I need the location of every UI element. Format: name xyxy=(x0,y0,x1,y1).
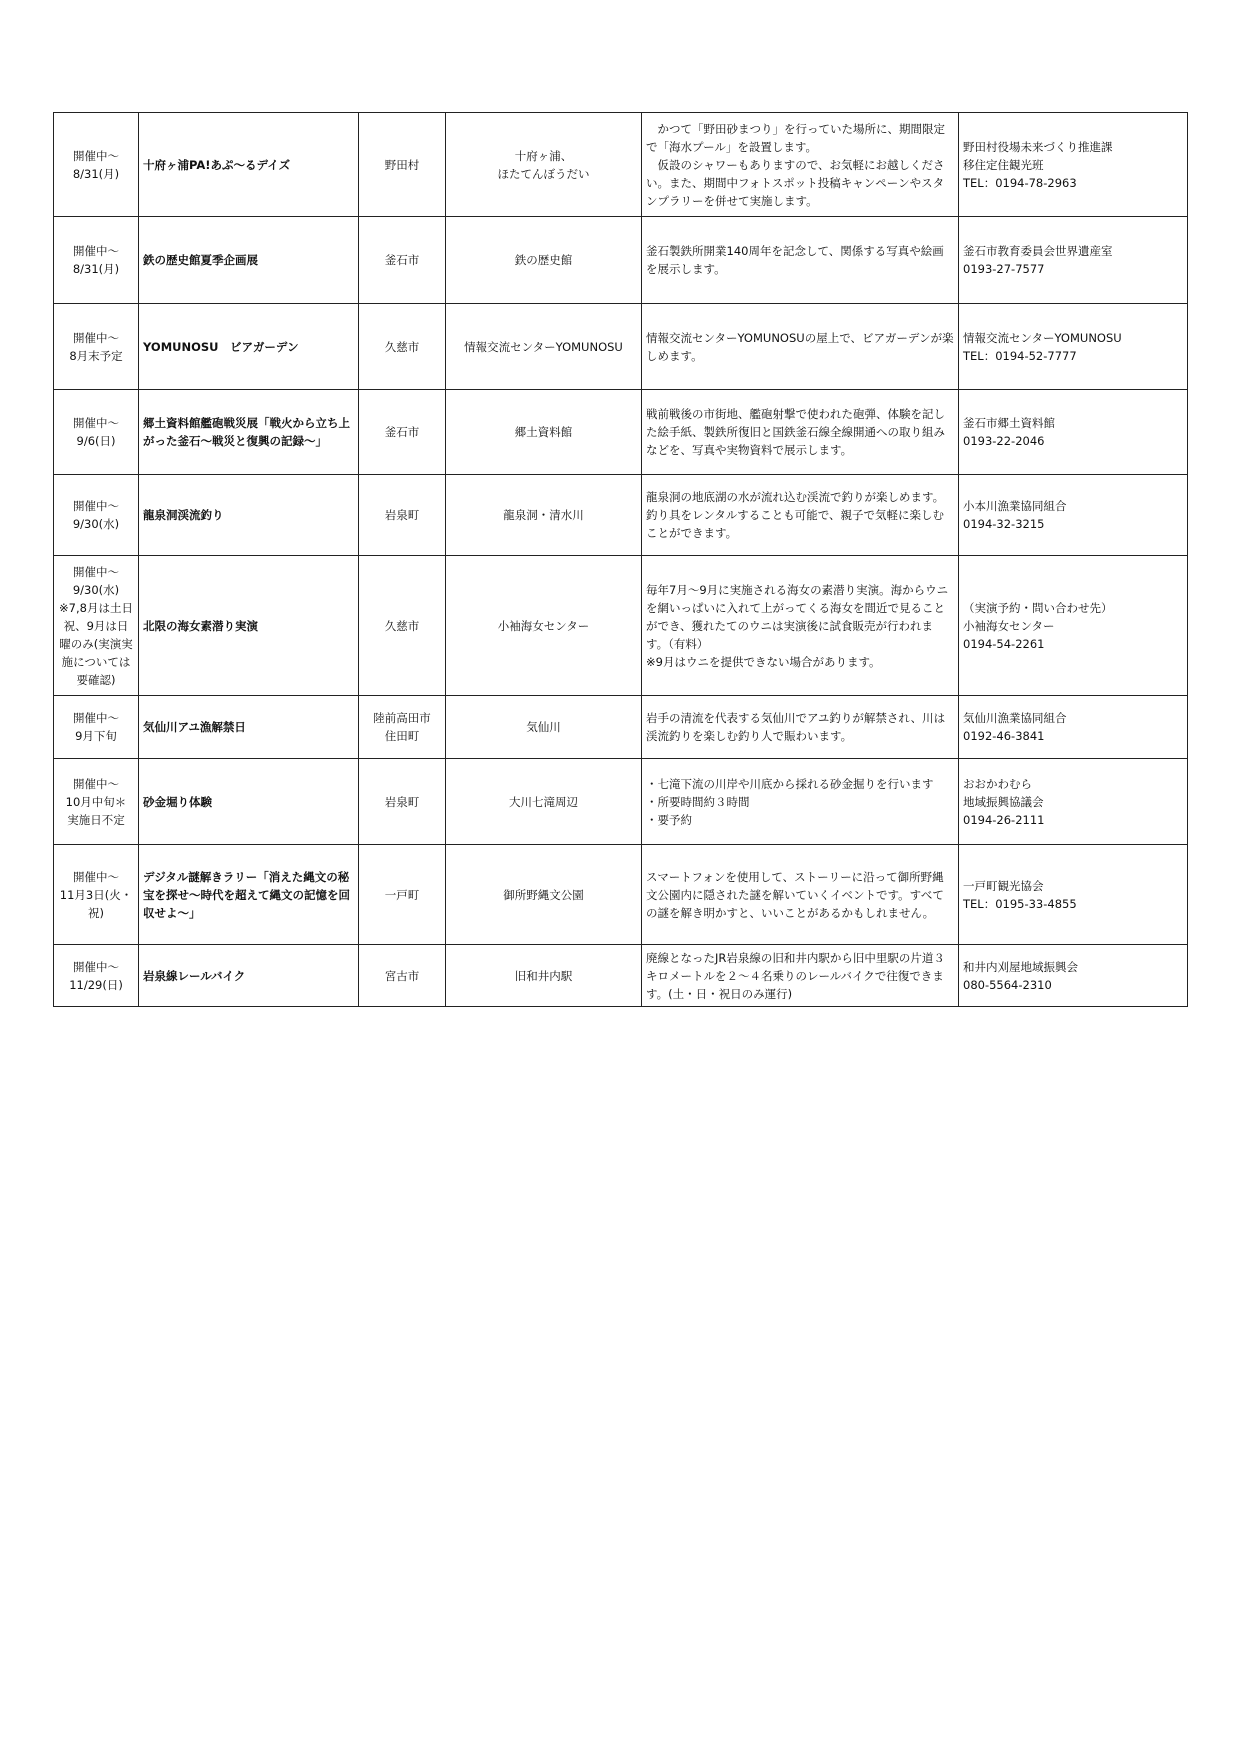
event-contact: 野田村役場未来づくり推進課 移住定住観光班 TEL：0194-78-2963 xyxy=(959,113,1188,217)
event-municipality: 岩泉町 xyxy=(359,759,446,845)
event-title: 気仙川アユ漁解禁日 xyxy=(139,696,359,759)
event-venue: 龍泉洞・清水川 xyxy=(446,475,642,556)
event-municipality: 宮古市 xyxy=(359,945,446,1007)
event-description: 釜石製鉄所開業140周年を記念して、関係する写真や絵画を展示します。 xyxy=(642,217,959,304)
event-date: 開催中～ 9/30(水) xyxy=(54,475,139,556)
table-row xyxy=(54,475,1188,556)
event-municipality: 久慈市 xyxy=(359,556,446,696)
event-municipality: 一戸町 xyxy=(359,845,446,945)
event-municipality: 釜石市 xyxy=(359,217,446,304)
event-date: 開催中～ 9/6(日) xyxy=(54,390,139,475)
event-title: YOMUNOSU ビアガーデン xyxy=(139,304,359,390)
event-municipality: 久慈市 xyxy=(359,304,446,390)
table-row xyxy=(54,945,1188,1007)
event-venue: 小袖海女センター xyxy=(446,556,642,696)
event-title: 郷土資料館艦砲戦災展「戦火から立ち上がった釜石～戦災と復興の記録～」 xyxy=(139,390,359,475)
event-contact: 情報交流センターYOMUNOSU TEL：0194-52-7777 xyxy=(959,304,1188,390)
table-row xyxy=(54,759,1188,845)
event-municipality: 岩泉町 xyxy=(359,475,446,556)
event-description: 廃線となったJR岩泉線の旧和井内駅から旧中里駅の片道３キロメートルを２～４名乗りのレールバイクで往復できます。(土・日・祝日のみ運行) xyxy=(642,945,959,1007)
event-description: 情報交流センターYOMUNOSUの屋上で、ビアガーデンが楽しめます。 xyxy=(642,304,959,390)
event-date: 開催中～ 8/31(月) xyxy=(54,217,139,304)
event-title: デジタル謎解きラリー「消えた縄文の秘宝を探せ～時代を超えて縄文の記憶を回収せよ～」 xyxy=(139,845,359,945)
event-date: 開催中～ 8/31(月) xyxy=(54,113,139,217)
event-date: 開催中～ 11/29(日) xyxy=(54,945,139,1007)
event-description: かつて「野田砂まつり」を行っていた場所に、期間限定で「海水プール」を設置します。 仮設のシャワーもありますので、お気軽にお越しください。また、期間中フォトスポット投稿キャンペーンやスタンプラリーを併せて実施します。 xyxy=(642,113,959,217)
event-venue: 御所野縄文公園 xyxy=(446,845,642,945)
table-row xyxy=(54,217,1188,304)
event-municipality: 陸前高田市 住田町 xyxy=(359,696,446,759)
table-row xyxy=(54,845,1188,945)
event-contact: 和井内刈屋地域振興会 080-5564-2310 xyxy=(959,945,1188,1007)
event-contact: 一戸町観光協会 TEL：0195-33-4855 xyxy=(959,845,1188,945)
event-contact: 釜石市郷土資料館 0193-22-2046 xyxy=(959,390,1188,475)
event-description: 岩手の清流を代表する気仙川でアユ釣りが解禁され、川は渓流釣りを楽しむ釣り人で賑わいます。 xyxy=(642,696,959,759)
event-description: スマートフォンを使用して、ストーリーに沿って御所野縄文公園内に隠された謎を解いていくイベントです。すべての謎を解き明かすと、いいことがあるかもしれません。 xyxy=(642,845,959,945)
event-date: 開催中～ 9/30(水) ※7,8月は土日祝、9月は日曜のみ(実演実施については要確認) xyxy=(54,556,139,696)
event-date: 開催中～ 8月末予定 xyxy=(54,304,139,390)
event-date: 開催中～ 10月中旬＊ 実施日不定 xyxy=(54,759,139,845)
event-contact: 気仙川漁業協同組合 0192-46-3841 xyxy=(959,696,1188,759)
table-row xyxy=(54,304,1188,390)
event-venue: 気仙川 xyxy=(446,696,642,759)
event-description: 龍泉洞の地底湖の水が流れ込む渓流で釣りが楽しめます。釣り具をレンタルすることも可能で、親子で気軽に楽しむことができます。 xyxy=(642,475,959,556)
event-table-body xyxy=(54,113,1188,1007)
event-description: ・七滝下流の川岸や川底から採れる砂金掘りを行います ・所要時間約３時間 ・要予約 xyxy=(642,759,959,845)
event-contact: （実演予約・問い合わせ先） 小袖海女センター 0194-54-2261 xyxy=(959,556,1188,696)
event-contact: おおかわむら 地域振興協議会 0194-26-2111 xyxy=(959,759,1188,845)
event-venue: 旧和井内駅 xyxy=(446,945,642,1007)
event-venue: 鉄の歴史館 xyxy=(446,217,642,304)
event-municipality: 釜石市 xyxy=(359,390,446,475)
event-title: 鉄の歴史館夏季企画展 xyxy=(139,217,359,304)
event-title: 岩泉線レールバイク xyxy=(139,945,359,1007)
event-venue: 大川七滝周辺 xyxy=(446,759,642,845)
event-venue: 郷土資料館 xyxy=(446,390,642,475)
event-title: 砂金堀り体験 xyxy=(139,759,359,845)
event-municipality: 野田村 xyxy=(359,113,446,217)
event-title: 龍泉洞渓流釣り xyxy=(139,475,359,556)
event-description: 毎年7月～9月に実施される海女の素潜り実演。海からウニを網いっぱいに入れて上がってくる海女を間近で見ることができ、獲れたてのウニは実演後に試食販売が行われます。（有料） ※9月はウニを提供できない場合があります。 xyxy=(642,556,959,696)
table-row xyxy=(54,390,1188,475)
event-description: 戦前戦後の市街地、艦砲射撃で使われた砲弾、体験を記した絵手紙、製鉄所復旧と国鉄釜石線全線開通への取り組みなどを、写真や実物資料で展示します。 xyxy=(642,390,959,475)
event-date: 開催中～ 9月下旬 xyxy=(54,696,139,759)
table-row xyxy=(54,113,1188,217)
event-title: 十府ヶ浦PA!あぷ～るデイズ xyxy=(139,113,359,217)
event-contact: 釜石市教育委員会世界遺産室 0193-27-7577 xyxy=(959,217,1188,304)
event-table xyxy=(53,112,1188,1007)
event-venue: 十府ヶ浦、 ほたてんぼうだい xyxy=(446,113,642,217)
event-venue: 情報交流センターYOMUNOSU xyxy=(446,304,642,390)
event-date: 開催中～ 11月3日(火・祝) xyxy=(54,845,139,945)
table-row xyxy=(54,556,1188,696)
event-contact: 小本川漁業協同組合 0194-32-3215 xyxy=(959,475,1188,556)
table-row xyxy=(54,696,1188,759)
event-title: 北限の海女素潜り実演 xyxy=(139,556,359,696)
